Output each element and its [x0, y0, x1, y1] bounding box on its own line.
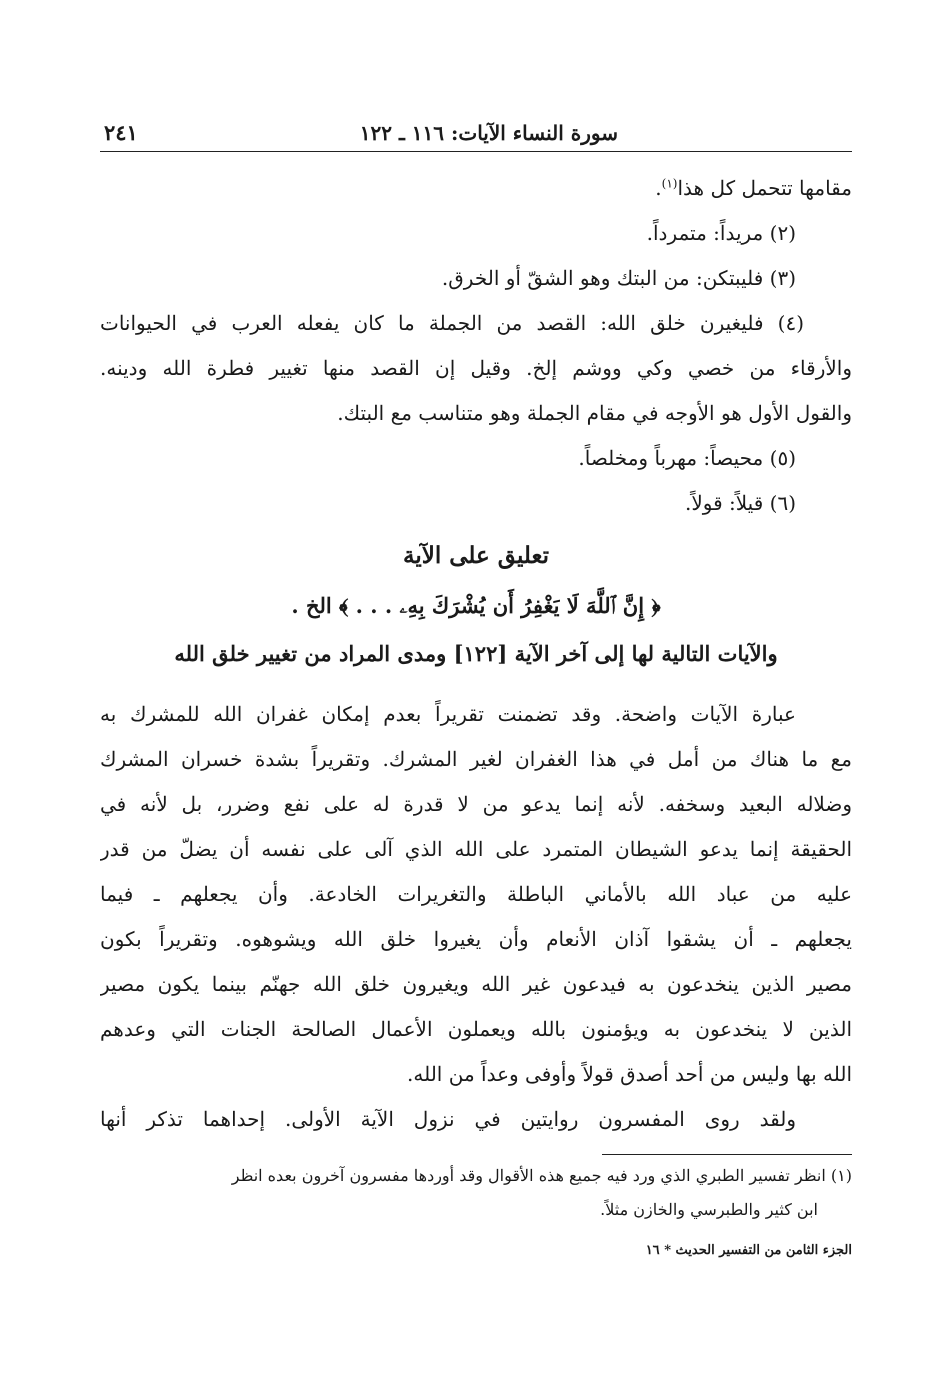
- glossary-line: (٣) فليبتكن: من البتك وهو الشقّ أو الخرق.: [441, 266, 796, 290]
- glossary-line: (٥) محيصاً: مهرباً ومخلصاً.: [578, 446, 796, 470]
- section-subheading: والآيات التالية لها إلى آخر الآية [١٢٢] ومدى المراد من تغيير خلق الله: [174, 641, 778, 666]
- commentary-line: الحقيقة إنما يدعو الشيطان المتمرد على الله الذي آلى على نفسه أن يضلّ من قدر: [100, 837, 852, 861]
- page-number: ٢٤١: [104, 120, 138, 145]
- glossary-line-text: مقامها تتحمل كل هذا: [677, 176, 852, 200]
- footnotes-block: [100, 1159, 852, 1227]
- footnote-ref: (١): [661, 176, 678, 191]
- commentary-line: عبارة الآيات واضحة. وقد تضمنت تقريراً بعدم إمكان غفران الله للمشرك به: [100, 702, 796, 726]
- footnote-line: (١) انظر تفسير الطبري الذي ورد فيه جميع هذه الأقوال وقد أوردها مفسرون آخرون بعده انظر: [231, 1166, 852, 1185]
- section-heading: تعليق على الآية: [403, 542, 549, 569]
- volume-signature: الجزء الثامن من التفسير الحديث * ١٦: [645, 1243, 852, 1258]
- commentary-block: [100, 692, 852, 1142]
- commentary-line: يجعلهم ـ أن يشقوا آذان الأنعام وأن يغيروا خلق الله ويشوهوه. وتقريراً بكون: [100, 927, 852, 951]
- commentary-line: وضلاله البعيد وسخفه. لأنه إنما يدعو من لا قدرة له على نفع وضرر، بل لأنه في: [100, 792, 852, 816]
- glossary-line: والقول الأول هو الأوجه في مقام الجملة وهو متناسب مع البتك.: [337, 401, 852, 425]
- page: [100, 112, 852, 1263]
- running-header: [100, 112, 852, 152]
- commentary-line: مصير الذين ينخدعون به فيدعون غير الله ويغيرون خلق الله جهنّم بينما يكون مصير: [100, 972, 852, 996]
- glossary-block: [100, 166, 852, 526]
- glossary-line: [100, 166, 852, 211]
- commentary-line: مع ما هناك من أمل في هذا الغفران لغير المشرك. وتقريراً بشدة خسران المشرك: [100, 747, 852, 771]
- footnote-line: ابن كثير والطبرسي والخازن مثلاً.: [600, 1200, 818, 1219]
- glossary-line: (٤) فليغيرن خلق الله: القصد من الجملة ما كان يفعله العرب في الحيوانات: [100, 311, 804, 335]
- header-title: سورة النساء الآيات: ١١٦ ـ ١٢٢: [359, 121, 618, 145]
- glossary-line: (٦) قيلاً: قولاً.: [684, 491, 796, 515]
- commentary-line: عليه من عباد الله بالأماني الباطلة والتغريرات الخادعة. وأن يجعلهم ـ فيما: [100, 882, 852, 906]
- glossary-line-end: .: [655, 176, 662, 200]
- glossary-line: والأرقاء من خصي وكي ووشم إلخ. وقيل إن القصد منها تغيير فطرة الله ودينه.: [100, 356, 852, 380]
- commentary-line: ولقد روى المفسرون روايتين في نزول الآية الأولى. إحداهما تذكر أنها: [100, 1107, 796, 1131]
- glossary-line: (٢) مريداً: متمرداً.: [646, 221, 796, 245]
- quranic-verse: ﴿ إِنَّ ٱللَّهَ لَا يَغْفِرُ أَن يُشْرَكَ بِهِۦ . . . ﴾ الخ .: [291, 593, 661, 618]
- footnote-divider: [602, 1154, 852, 1155]
- commentary-line: الله بها وليس من أحد أصدق قولاً وأوفى وعداً من الله.: [407, 1062, 852, 1086]
- commentary-line: الذين لا ينخدعون به ويؤمنون بالله ويعملون الأعمال الصالحة الجنات التي وعدهم: [100, 1017, 852, 1041]
